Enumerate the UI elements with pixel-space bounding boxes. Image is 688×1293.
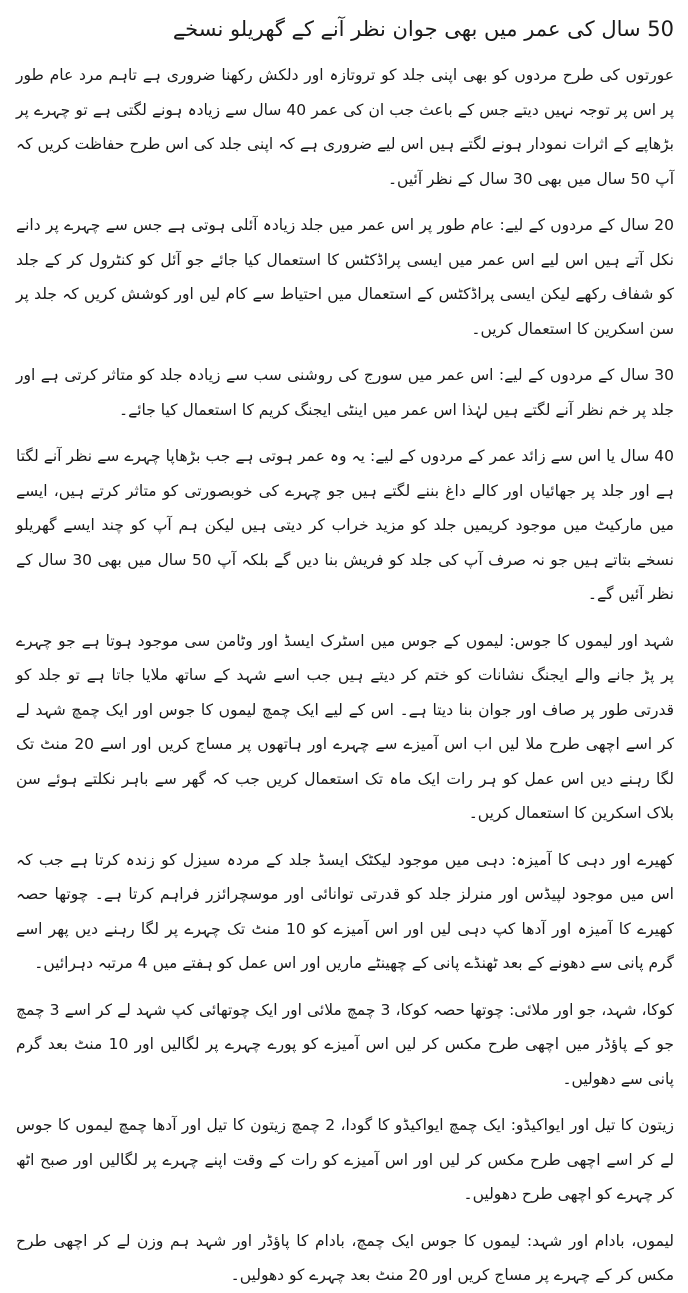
paragraph-age-40: 40 سال یا اس سے زائد عمر کے مردوں کے لیے: یہ وہ عمر ہوتی ہے جب بڑھاپا چہرے سے نظر آنے لگتا ہے اور جلد پر جھائیاں اور کالے داغ بننے لگتے ہیں جو چہرے کی خوبصورتی کو متاثر کرتے ہیں، ایسے میں مارکیٹ میں موجود کریمیں جلد کو مزید خراب کر دیتی ہیں لیکن ہم آپ کو چند ایسے گھریلو نسخے بتاتے ہیں جو نہ صرف آپ کی جلد کو فریش بنا دیں گے بلکہ آپ 50 سال میں بھی 30 سال کے نظر آئیں گے۔ (16, 447, 674, 603)
paragraph-lemon-almond-honey: لیموں، بادام اور شہد: لیموں کا جوس ایک چمچ، بادام کا پاؤڈر اور شہد ہم وزن لے کر اچھی طرح مکس کر کے چہرے پر مساج کریں اور 20 منٹ بعد چہرے کو دھولیں۔ (16, 1231, 674, 1284)
paragraph-cocoa-honey-oats: کوکا، شہد، جو اور ملائی: چوتھا حصہ کوکا، 3 چمچ ملائی اور ایک چوتھائی کپ شہد لے کر اسے 3 چمچ جو کے پاؤڈر میں اچھی طرح مکس کر لیں اس آمیزے کو پورے چہرے پر لگالیں اور 10 منٹ بعد گرم پانی سے دھولیں۔ (16, 1000, 675, 1088)
paragraph-olive-avocado: زیتون کا تیل اور ایواکیڈو: ایک چمچ ایواکیڈو کا گودا، 2 چمچ زیتون کا تیل اور آدھا چمچ لیموں کا جوس لے کر اسے اچھی طرح مکس کر لیں اور اس آمیزے کو رات کے وقت اپنے چہرے پر لگالیں اور صبح اٹھ کر چہرے کو اچھی طرح دھولیں۔ (16, 1116, 674, 1203)
paragraph-honey-lemon: شہد اور لیموں کا جوس: لیموں کے جوس میں اسٹرک ایسڈ اور وٹامن سی موجود ہوتا ہے جو چہرے پر پڑ جانے والے ایجنگ نشانات کو ختم کر دیتے ہیں جب اسے شہد کے ساتھ ملایا جاتا ہے تو جلد کو قدرتی طور پر صاف اور جوان بنا دیتا ہے۔ اس کے لیے ایک چمچ لیموں کا جوس اور ایک چمچ شہد لے کر اسے اچھی طرح ملا لیں اب اس آمیزے سے چہرے اور ہاتھوں پر مساج کریں اور اسے 20 منٹ تک لگا رہنے دیں اس عمل کو ہر رات ایک ماہ تک استعمال کریں جب کہ گھر سے باہر نکلتے ہوئے سن بلاک اسکرین کا استعمال کریں۔ (16, 631, 674, 822)
paragraph-age-30: 30 سال کے مردوں کے لیے: اس عمر میں سورج کی روشنی سب سے زیادہ جلد کو متاثر کرتی ہے اور جلد پر خم نظر آنے لگتے ہیں لہٰذا اس عمر میں اینٹی ایجنگ کریم کا استعمال کیا جائے۔ (16, 366, 674, 419)
paragraph-cucumber-yogurt: کھیرے اور دہی کا آمیزہ: دہی میں موجود لیکٹک ایسڈ جلد کے مردہ سیزل کو زندہ کرتا ہے جب کہ اس میں موجود لپیڈس اور منرلز جلد کو قدرتی توانائی اور موسچرائزر فراہم کرتا ہے۔ چوتھا حصہ کھیرے کا آمیزہ اور آدھا کپ دہی لیں اور اس آمیزے کو 10 منٹ تک چہرے پر لگا رہنے دیں پھر اسے گرم پانی سے دھونے کے بعد ٹھنڈے پانی کے چھینٹے ماریں اور اس عمل کو ہفتے میں 4 مرتبہ دہرائیں۔ (16, 850, 674, 972)
article-title: 50 سال کی عمر میں بھی جوان نظر آنے کے گھریلو نسخے (172, 17, 674, 41)
paragraph-intro: عورتوں کی طرح مردوں کو بھی اپنی جلد کو تروتازہ اور دلکش رکھنا ضروری ہے تاہم مرد عام طور پر اس پر توجہ نہیں دیتے جس کے باعث جب ان کی عمر 40 سال سے زیادہ ہونے لگتی ہے تو چہرے پر بڑھاپے کے اثرات نمودار ہونے لگتے ہیں اس لیے ضروری ہے کہ اپنی جلد کی اس طرح حفاظت کریں کہ آپ 50 سال میں بھی 30 سال کے نظر آئیں۔ (16, 66, 675, 188)
paragraph-age-20: 20 سال کے مردوں کے لیے: عام طور پر اس عمر میں جلد زیادہ آئلی ہوتی ہے جس سے چہرے پر دانے نکل آتے ہیں اس لیے اس عمر میں ایسی پراڈکٹس کا استعمال کیا جائے جو آئل کو کنٹرول کر کے جلد کو شفاف رکھے لیکن ایسی پراڈکٹس کے استعمال میں احتیاط سے کام لیں اور کوشش کریں کہ جلد پر سن اسکرین کا استعمال کریں۔ (16, 216, 674, 338)
